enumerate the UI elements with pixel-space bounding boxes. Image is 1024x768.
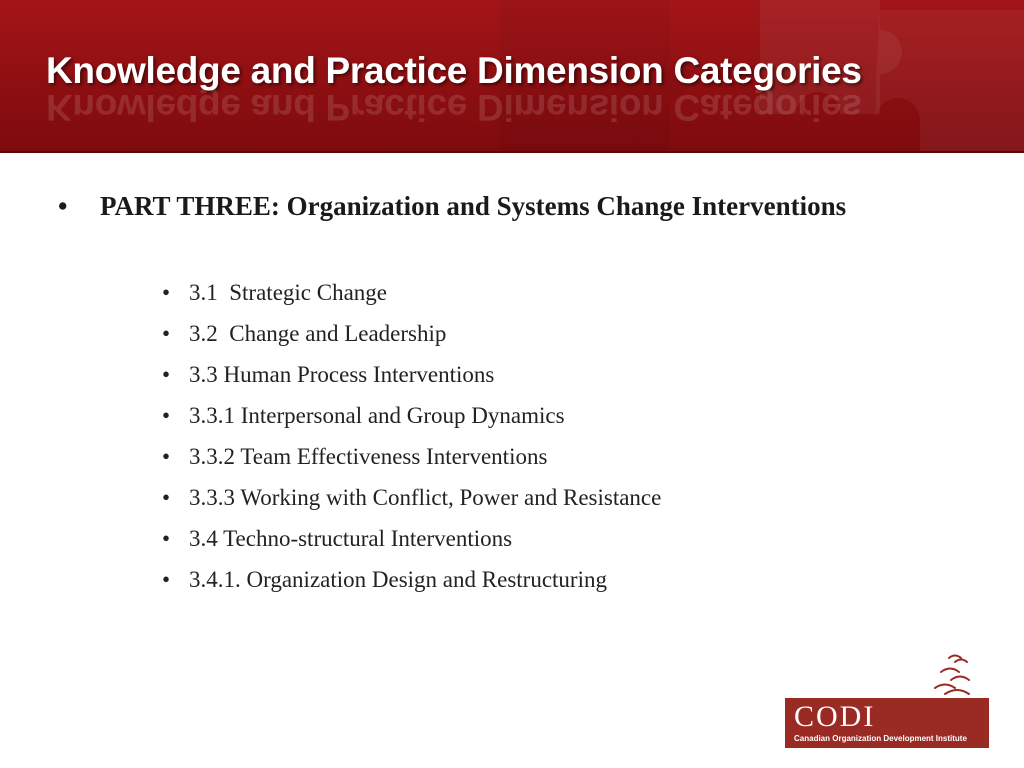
bullet-icon: •: [162, 567, 171, 592]
main-bullet: [58, 186, 848, 227]
bullet-icon: •: [162, 362, 171, 387]
list-item: [162, 518, 661, 559]
logo-wordmark: CODI: [794, 700, 876, 733]
list-item: [162, 313, 661, 354]
list-item-label: 3.3.3 Working with Conflict, Power and Resistance: [189, 485, 662, 510]
bullet-icon: •: [162, 444, 171, 469]
list-item: [162, 559, 661, 600]
list-item: [162, 354, 661, 395]
bullet-icon: •: [162, 485, 171, 510]
title-banner: [0, 0, 1024, 153]
logo-subtitle: Canadian Organization Development Institute: [794, 734, 967, 743]
main-bullet-text: PART THREE: Organization and Systems Change Interventions: [100, 191, 847, 221]
list-item-label: 3.4.1. Organization Design and Restructuring: [189, 567, 607, 592]
list-item-label: 3.3 Human Process Interventions: [189, 362, 495, 387]
banner-divider: [0, 151, 1024, 153]
list-item: [162, 272, 661, 313]
codi-logo: [785, 650, 989, 748]
bullet-icon: •: [162, 321, 171, 346]
bullet-icon: •: [162, 526, 171, 551]
list-item: [162, 395, 661, 436]
list-item-label: 3.4 Techno-structural Interventions: [189, 526, 513, 551]
sub-bullet-list: [162, 272, 661, 600]
list-item-label: 3.1 Strategic Change: [189, 280, 388, 305]
list-item-label: 3.2 Change and Leadership: [189, 321, 447, 346]
bullet-icon: •: [162, 403, 171, 428]
slide-title-reflection: Knowledge and Practice Dimension Categories: [46, 87, 862, 128]
list-item: [162, 477, 661, 518]
list-item-label: 3.3.2 Team Effectiveness Interventions: [189, 444, 548, 469]
bullet-icon: •: [58, 191, 68, 221]
bullet-icon: •: [162, 280, 171, 305]
slide-title: Knowledge and Practice Dimension Categories: [46, 50, 862, 91]
list-item-label: 3.3.1 Interpersonal and Group Dynamics: [189, 403, 565, 428]
list-item: [162, 436, 661, 477]
